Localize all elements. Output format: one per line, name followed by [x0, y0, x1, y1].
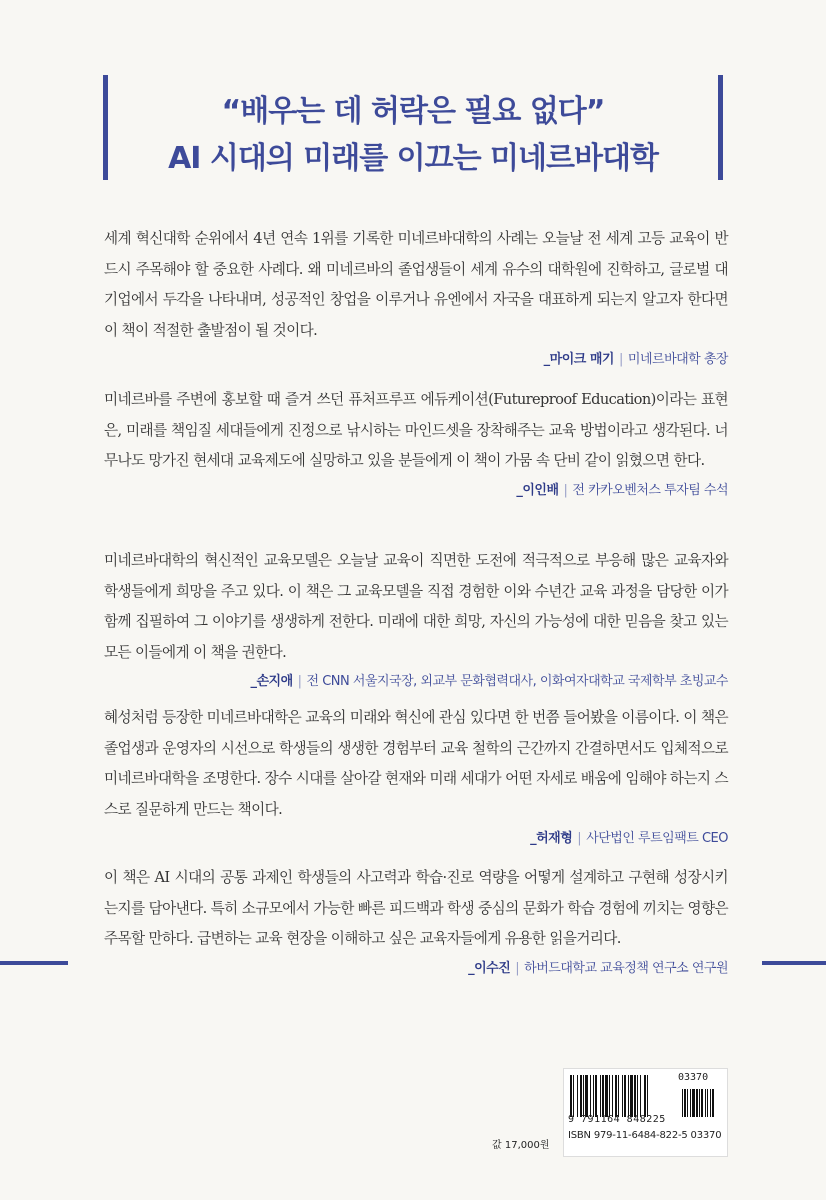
- reviewer-name: _이수진: [468, 960, 511, 976]
- barcode-bar: [612, 1075, 613, 1117]
- review-4: [104, 703, 728, 846]
- addon-bar: [712, 1089, 714, 1117]
- reviewer-name: _이인배: [516, 482, 559, 498]
- left-accent-bar: [103, 75, 108, 180]
- addon-bar: [690, 1089, 691, 1117]
- review-1: [104, 224, 728, 367]
- review-text: 혜성처럼 등장한 미네르바대학은 교육의 미래와 혁신에 관심 있다면 한 번쯤 들어봤을 이름이다. 이 책은 졸업생과 운영자의 시선으로 학생들의 생생한 경험부터 교육 철학의 근간까지 간결하면서도 입체적으로 미네르바대학을 조명한다. 장수 시대를 살아갈 현재와 미래 세대가 어떤 자세로 배움에 임해야 하는지 스스로 질문하게 만드는 책이다.: [104, 709, 728, 818]
- reviewer-title: 전 CNN 서울지국장, 외교부 문화협력대사, 이화여자대학교 국제학부 초빙교수: [306, 674, 728, 689]
- barcode-bar: [590, 1075, 591, 1117]
- addon-bar: [710, 1089, 711, 1117]
- review-attribution: [104, 479, 728, 498]
- review-2: [104, 385, 728, 498]
- reviewer-title: 하버드대학교 교육정책 연구소 연구원: [524, 960, 728, 976]
- barcode-bar: [583, 1075, 584, 1117]
- left-edge-line: [0, 961, 68, 965]
- headline-line-2: AI 시대의 미래를 이끄는 미네르바대학: [168, 141, 658, 176]
- barcode-bar: [634, 1075, 636, 1117]
- addon-bar: [692, 1089, 695, 1117]
- review-attribution: [104, 670, 728, 689]
- review-attribution: [104, 957, 728, 976]
- barcode-bar: [615, 1075, 617, 1117]
- barcode-bar: [600, 1075, 601, 1117]
- addon-bar: [684, 1089, 686, 1117]
- barcode-bar: [605, 1075, 608, 1117]
- reviewer-name: _허재형: [530, 831, 573, 846]
- review-attribution: [104, 348, 728, 367]
- reviewer-name: _마이크 매기: [543, 352, 614, 367]
- barcode-bar: [585, 1075, 588, 1117]
- barcode-bar: [609, 1075, 610, 1117]
- barcode-bar: [647, 1075, 648, 1117]
- barcode-bar: [628, 1075, 629, 1117]
- separator: |: [515, 960, 520, 976]
- review-text: 미네르바대학의 혁신적인 교육모델은 오늘날 교육이 직면한 도전에 적극적으로 부응해 많은 교육자와 학생들에게 희망을 주고 있다. 이 책은 그 교육모델을 직접 경험한 이와 수년간 교육 과정을 담당한 이가 함께 집필하여 그 이야기를 생생하게 전한다. 미래에 대한 희망, 자신의 가능성에 대한 믿음을 찾고 있는 모든 이들에게 이 책을 권한다.: [104, 552, 728, 661]
- addon-bar: [696, 1089, 698, 1117]
- headline-line-1: “배우는 데 허락은 필요 없다”: [221, 94, 605, 129]
- addon-bar: [707, 1089, 708, 1117]
- reviewer-title: 미네르바대학 총장: [627, 352, 728, 367]
- reviewer-title: 사단법인 루트임팩트 CEO: [586, 831, 728, 846]
- barcode-bar: [580, 1075, 582, 1117]
- barcode-bar: [644, 1075, 646, 1117]
- barcode-bar: [570, 1075, 572, 1117]
- review-text: 미네르바를 주변에 홍보할 때 즐겨 쓰던 퓨처프루프 에듀케이션(Futureproof Education)이라는 표현은, 미래를 책임질 세대들에게 진정으로 낚시하는 마인드셋을 장착해주는 교육 방법이라고 생각된다. 너무나도 망가진 현세대 교육제도에 실망하고 있을 분들에게 이 책이 가뭄 속 단비 같이 읽혔으면 한다.: [104, 391, 728, 469]
- price: 값 17,000원: [492, 1140, 550, 1151]
- barcode-bar: [577, 1075, 578, 1117]
- review-text: 세계 혁신대학 순위에서 4년 연속 1위를 기록한 미네르바대학의 사례는 오늘날 전 세계 고등 교육이 반드시 주목해야 할 중요한 사례다. 왜 미네르바의 졸업생들이 세계 유수의 대학원에 진학하고, 글로벌 대기업에서 두각을 나타내며, 성공적인 창업을 이루거나 유엔에서 자국을 대표하게 되는지 알고자 한다면 이 책이 적절한 출발점이 될 것이다.: [104, 230, 728, 339]
- separator: |: [619, 352, 623, 367]
- addon-bar: [701, 1089, 703, 1117]
- separator: |: [563, 482, 568, 498]
- barcode-bar: [630, 1075, 633, 1117]
- separator: |: [297, 674, 302, 689]
- reviewer-name: _손지애: [250, 674, 293, 689]
- barcode-bar: [624, 1075, 626, 1117]
- review-5: [104, 863, 728, 976]
- addon-bar: [699, 1089, 700, 1117]
- headline: [110, 88, 716, 182]
- addon-code: 03370: [678, 1072, 709, 1083]
- barcode-bar: [595, 1075, 597, 1117]
- separator: |: [577, 831, 582, 846]
- barcode-bar: [640, 1075, 641, 1117]
- addon-bar: [687, 1089, 688, 1117]
- barcode-bar: [637, 1075, 638, 1117]
- barcode-number: 9 791164 848225: [568, 1114, 666, 1125]
- review-3: [104, 546, 728, 689]
- review-text: 이 책은 AI 시대의 공통 과제인 학생들의 사고력과 학습·진로 역량을 어떻게 설계하고 구현해 성장시키는지를 담아낸다. 특히 소규모에서 가능한 빠른 피드백과 학생 중심의 문화가 학습 경험에 끼치는 영향은 주목할 만하다. 급변하는 교육 현장을 이해하고 싶은 교육자들에게 유용한 읽을거리다.: [104, 869, 728, 947]
- right-edge-line: [762, 961, 826, 965]
- addon-bar: [682, 1089, 683, 1117]
- isbn: ISBN 979-11-6484-822-5 03370: [568, 1130, 722, 1141]
- review-attribution: [104, 827, 728, 846]
- reviewer-title: 전 카카오벤처스 투자팀 수석: [572, 482, 728, 498]
- barcode-bar: [602, 1075, 604, 1117]
- barcode-bar: [593, 1075, 594, 1117]
- barcode-bar: [573, 1075, 574, 1117]
- barcode-bar: [618, 1075, 619, 1117]
- addon-bar: [705, 1089, 706, 1117]
- barcode-bar: [622, 1075, 623, 1117]
- right-accent-bar: [718, 75, 723, 180]
